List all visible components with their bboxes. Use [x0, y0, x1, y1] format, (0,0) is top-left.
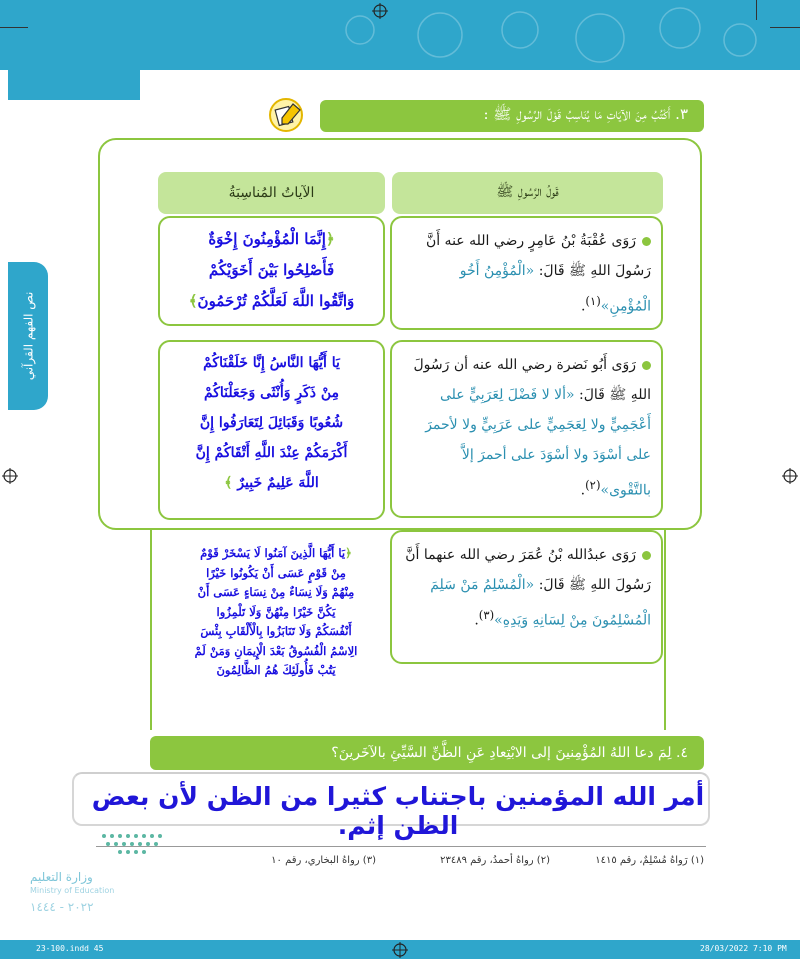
ayah-line: يَا أَيُّهَا النَّاسُ إِنَّا خَلَقْنَاكُمْ — [203, 355, 340, 371]
ayah-line: اللَّهَ عَلِيمٌ خَبِيرٌ ﴾ — [224, 475, 319, 491]
side-tab-label: نص الفهم القرآني — [21, 291, 36, 381]
footnote-2: (٢) رواهُ أحمدُ، رقم ٢٣٤٨٩ — [440, 855, 550, 866]
hadith-ref: (٣) — [478, 608, 495, 622]
ministry-name: وزارة التعليم — [30, 870, 93, 884]
question-4-text: ٤. لِمَ دعا اللهُ المُؤْمِنينَ إلى الابْتِعادِ عَنِ الظَّنِّ السَّيِّئِ بالآخَرينَ؟ — [331, 745, 688, 761]
registration-mark-icon — [392, 942, 408, 958]
pencil-write-icon — [266, 96, 308, 134]
col-header-ayat-text: الآياتُ المُناسِبَةُ — [228, 185, 315, 201]
crop-mark — [756, 0, 757, 20]
bullet-icon — [642, 551, 651, 560]
hadith-quote: «الْمُؤْمِنُ أَخُو الْمُؤْمِنِ» — [459, 263, 651, 315]
ayah-box-2[interactable] — [158, 340, 385, 520]
ayah-box-1[interactable] — [158, 216, 385, 326]
ayah-line: مِنْهُمْ وَلَا نِسَاءٌ مِنْ نِسَاءٍ عَسَى أَنْ — [197, 585, 355, 599]
hadith-intro: رَوَى عُقْبَةُ بْنُ عَامِرٍ رضي الله عنه أَنَّ رَسُولَ اللهِ ﷺ قَالَ: — [425, 233, 651, 279]
col-header-hadith — [392, 172, 663, 214]
question-3-text: ٣. أَكْتُبُ مِنَ الآيَاتِ مَا يُنَاسِبُ قَوْلَ الرَّسُولِ ﷺ : — [483, 105, 688, 123]
col-header-hadith-text: قَولُ الرَّسُولِ ﷺ — [496, 184, 559, 200]
hadith-quote: «الْمُسْلِمُ مَنْ سَلِمَ الْمُسْلِمُونَ مِنْ لِسَانِهِ وَيَدِهِ» — [430, 577, 651, 629]
ayah-line: يَكُنَّ خَيْرًا مِنْهُنَّ وَلَا تَلْمِزُوا — [216, 604, 336, 619]
hadith-intro: رَوَى عبدُالله بْنُ عُمَرَ رضي الله عنهما أَنَّ رَسُولَ اللهِ ﷺ قَالَ: — [405, 547, 651, 593]
hadith-box-1: رَوَى عُقْبَةُ بْنُ عَامِرٍ رضي الله عنه أَنَّ رَسُولَ اللهِ ﷺ قَالَ: «الْمُؤْمِنُ أَخُو الْمُؤْمِنِ»$^{(١)}$. — [390, 216, 663, 330]
hadith-intro: رَوَى أَبُو نَضرة رضي الله عنه أن رَسُولَ اللهِ ﷺ قَالَ: — [413, 357, 651, 403]
col-header-ayat — [158, 172, 385, 214]
footnote-3: (٣) رواهُ البخاري، رقم ١٠ — [271, 855, 376, 866]
hadith-quote: «ألا لا فَضْلَ لِعَرَبِيٍّ على أَعْجَمِيٍّ ولا لِعَجَمِيٍّ على عَرَبِيٍّ ولا لأحمرَ على أسْوَدَ ولا أسْوَدَ على أحمرَ إلاَّ بالتَّقْوى» — [425, 387, 651, 499]
ayah-line: ﴿يَا أَيُّهَا الَّذِينَ آمَنُوا لَا يَسْخَرْ قَوْمٌ — [200, 546, 352, 560]
banner-pattern — [0, 0, 800, 70]
ayah-line: فَأَصْلِحُوا بَيْنَ أَخَوَيْكُمْ — [208, 261, 335, 279]
registration-mark-icon — [782, 468, 798, 484]
hadith-ref: (١) — [585, 294, 601, 308]
hadith-ref: (٢) — [585, 478, 601, 492]
bullet-icon — [642, 237, 651, 246]
hadith-box-3: رَوَى عبدُالله بْنُ عُمَرَ رضي الله عنهما أَنَّ رَسُولَ اللهِ ﷺ قَالَ: «الْمُسْلِمُ مَنْ سَلِمَ الْمُسْلِمُونَ مِنْ لِسَانِهِ وَيَدِهِ»$^{(٣)}$. — [390, 530, 663, 664]
ayah-line: الِاسْمُ الْفُسُوقُ بَعْدَ الْإِيمَانِ وَمَنْ لَمْ — [194, 643, 358, 658]
bullet-icon — [642, 361, 651, 370]
registration-mark-icon — [2, 468, 18, 484]
ministry-logo-icon — [96, 826, 188, 860]
hadith-box-2: رَوَى أَبُو نَضرة رضي الله عنه أن رَسُولَ اللهِ ﷺ قَالَ: «ألا لا فَضْلَ لِعَرَبِيٍّ على أَعْجَمِيٍّ ولا لِعَجَمِيٍّ على عَرَبِيٍّ ولا لأحمرَ على أسْوَدَ ولا أسْوَدَ على أحمرَ إلاَّ بالتَّقْوى»$^{(٢)}$. — [390, 340, 663, 518]
footnote-1: (١) رَواهُ مُسْلِمٌ، رقم ١٤١٥ — [595, 855, 704, 866]
page-number: ٢٠٢٢ - ١٤٤٤ — [30, 900, 94, 914]
print-date: 28/03/2022 7:10 PM — [700, 944, 787, 953]
side-tab-label-wrap — [8, 262, 48, 410]
ministry-sub: Ministry of Education — [30, 886, 115, 895]
ayah-line: مِنْ ذَكَرٍ وَأُنْثَى وَجَعَلْنَاكُمْ — [203, 385, 340, 401]
banner-tab — [8, 70, 140, 100]
ayah-line: وَاتَّقُوا اللَّهَ لَعَلَّكُمْ تُرْحَمُونَ﴾ — [188, 292, 355, 310]
registration-mark-icon — [372, 3, 388, 19]
ayah-line: ﴿إِنَّمَا الْمُؤْمِنُونَ إِخْوَةٌ — [208, 230, 335, 248]
answer-text: أمر الله المؤمنين باجتناب كثيرا من الظن لأن بعض الظن إثم. — [91, 782, 705, 840]
crop-mark — [0, 27, 28, 28]
question-3-bar — [320, 100, 704, 132]
question-4-bar — [150, 736, 704, 770]
crop-mark — [770, 27, 800, 28]
ayah-box-3[interactable] — [150, 538, 402, 687]
ayah-line: أَنْفُسَكُمْ وَلَا تَنَابَزُوا بِالْأَلْقَابِ بِئْسَ — [200, 624, 352, 638]
ayah-line: مِنْ قَوْمٍ عَسَى أَنْ يَكُونُوا خَيْرًا — [206, 565, 346, 580]
ayah-line: شُعُوبًا وَقَبَائِلَ لِتَعَارَفُوا إِنَّ — [199, 415, 344, 431]
ayah-line: يَتُبْ فَأُولَئِكَ هُمُ الظَّالِمُونَ — [216, 663, 336, 677]
print-file: 23-100.indd 45 — [36, 944, 104, 953]
ayah-line: أَكْرَمَكُمْ عِنْدَ اللَّهِ أَتْقَاكُمْ إِنَّ — [195, 445, 348, 461]
